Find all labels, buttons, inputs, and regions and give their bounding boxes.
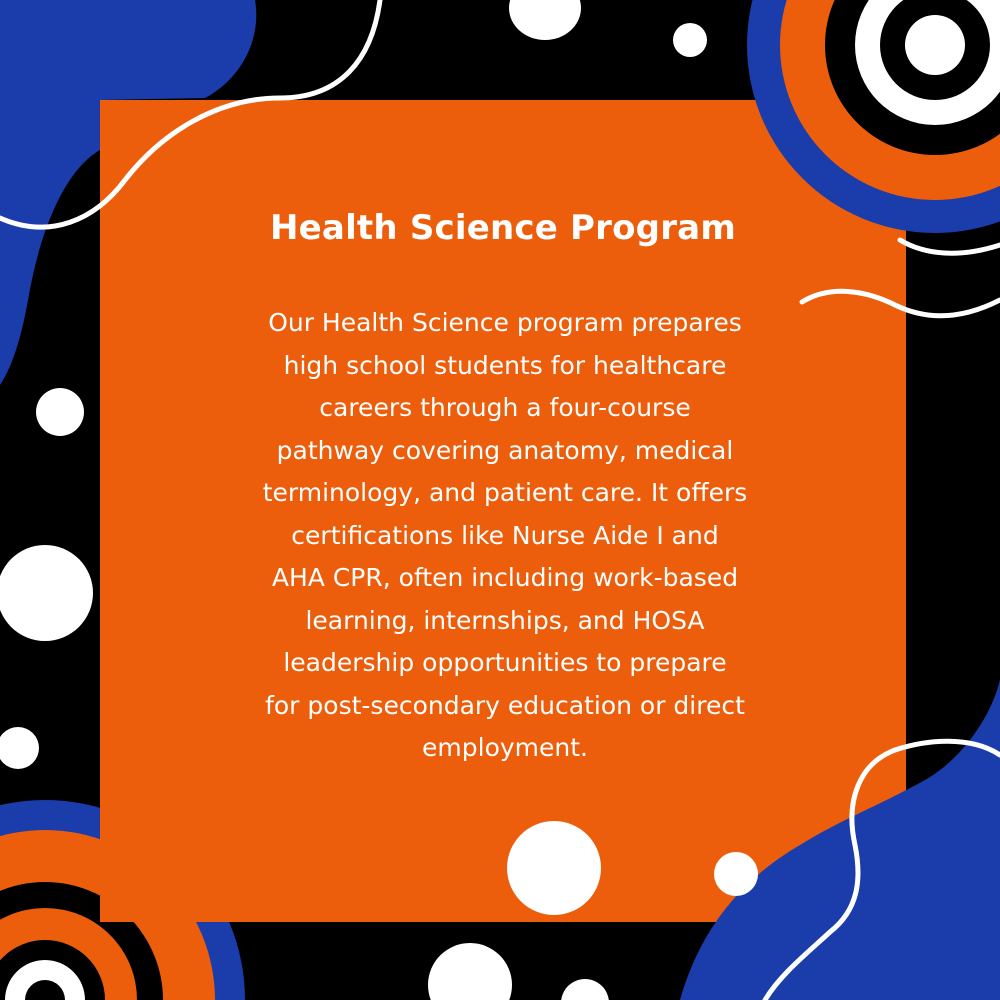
description-line: for post-secondary education or direct [265,690,745,720]
description-line: careers through a four-course [319,393,691,422]
description-line: employment. [422,733,588,762]
dot-left-large [0,545,93,641]
top-left-white-swoosh [0,0,380,227]
dot-left-lower [0,727,39,769]
dot-bottom-2 [561,979,609,1000]
description-line: leadership opportunities to prepare [283,648,727,677]
top-right-rings [747,0,1000,233]
dot-bottom-right-small [714,852,758,896]
description-line: pathway covering anatomy, medical [276,435,734,465]
description-line: terminology, and patient care. It offers [262,478,748,507]
dot-top-small [673,23,707,57]
dot-bottom-center [507,821,601,915]
dot-bottom-1 [428,943,512,1000]
description-line: learning, internships, and HOSA [305,605,705,635]
page-title: Health Science Program [270,208,736,248]
description-line: AHA CPR, often including work-based [271,563,739,592]
description-line: Our Health Science program prepares [268,308,742,337]
description-line: certifications like Nurse Aide I and [291,520,719,550]
right-white-swoosh [802,291,1000,316]
description-line: high school students for healthcare [283,350,727,380]
right-white-swoosh-top [900,240,1000,253]
program-description [196,302,814,770]
dot-top-center [509,0,581,40]
dot-left-upper [36,388,84,436]
